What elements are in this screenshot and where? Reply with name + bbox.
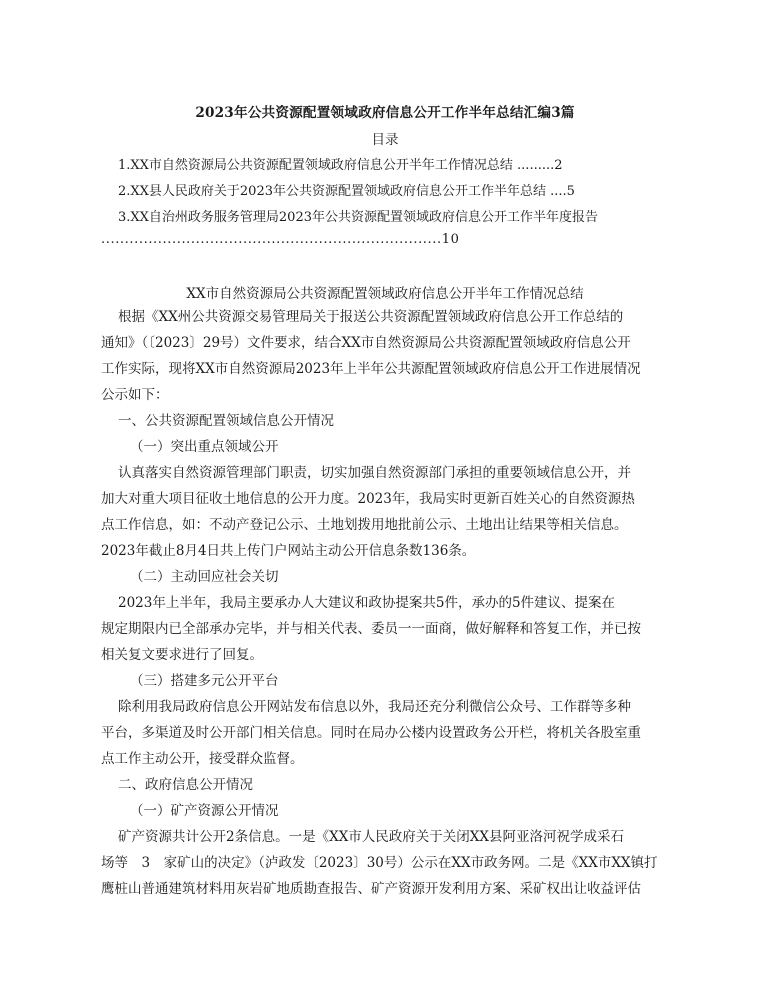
body-line: 场等 3 家矿山的决定》（泸政发〔2023〕30号）公示在XX市政务网。二是《XX市XX镇打 bbox=[101, 855, 658, 871]
toc-entry-3-page[interactable]: ........................................................................10 bbox=[101, 232, 460, 247]
toc-entry-2[interactable]: 2.XX县人民政府关于2023年公共资源配置领域政府信息公开工作半年总结 ....5 bbox=[118, 184, 575, 199]
document-body bbox=[101, 304, 666, 902]
document-title: 2023年公共资源配置领域政府信息公开工作半年总结汇编3篇 bbox=[195, 105, 575, 121]
heading-level-1: 二、政府信息公开情况 bbox=[118, 777, 253, 793]
heading-level-2: （三）搭建多元公开平台 bbox=[130, 673, 279, 689]
body-line: 平台，多渠道及时公开部门相关信息。同时在局办公楼内设置政务公开栏，将机关各股室重 bbox=[101, 725, 641, 741]
body-line: 公示如下： bbox=[101, 387, 169, 403]
body-line: 点工作主动公开，接受群众监督。 bbox=[101, 751, 304, 767]
body-line: 相关复文要求进行了回复。 bbox=[101, 647, 263, 663]
body-line: 工作实际，现将XX市自然资源局2023年上半年公共源配置领域政府信息公开工作进展情况 bbox=[101, 361, 641, 377]
toc-heading: 目录 bbox=[371, 132, 399, 148]
body-line: 鹰桩山普通建筑材料用灰岩矿地质勘查报告、矿产资源开发利用方案、采矿权出让收益评估 bbox=[101, 881, 641, 897]
body-line: 2023年截止8月4日共上传门户网站主动公开信息条数136条。 bbox=[101, 543, 476, 559]
body-line: 认真落实自然资源管理部门职责，切实加强自然资源部门承担的重要领域信息公开，并 bbox=[118, 465, 631, 481]
heading-level-2: （一）矿产资源公开情况 bbox=[130, 803, 279, 819]
body-line: 通知》（〔2023〕29号）文件要求，结合XX市自然资源局公共资源配置领域政府信息公开 bbox=[101, 335, 631, 351]
body-line: 2023年上半年，我局主要承办人大建议和政协提案共5件，承办的5件建议、提案在 bbox=[118, 595, 616, 611]
heading-level-1: 一、公共资源配置领域信息公开情况 bbox=[118, 413, 334, 429]
heading-level-2: （一）突出重点领域公开 bbox=[130, 439, 279, 455]
body-line: 规定期限内已全部承办完毕，并与相关代表、委员一一面商，做好解释和答复工作，并已按 bbox=[101, 621, 641, 637]
heading-level-2: （二）主动回应社会关切 bbox=[130, 569, 279, 585]
body-line: 根据《XX州公共资源交易管理局关于报送公共资源配置领域政府信息公开工作总结的 bbox=[118, 309, 624, 325]
body-line: 矿产资源共计公开2条信息。一是《XX市人民政府关于关闭XX县阿亚洛河祝学成采石 bbox=[118, 829, 625, 845]
body-line: 除利用我局政府信息公开网站发布信息以外，我局还充分利微信公众号、工作群等多种 bbox=[118, 699, 631, 715]
body-line: 加大对重大项目征收土地信息的公开力度。2023年，我局实时更新百姓关心的自然资源热 bbox=[101, 491, 635, 507]
section-title: XX市自然资源局公共资源配置领域政府信息公开半年工作情况总结 bbox=[186, 286, 584, 302]
toc-entry-3[interactable]: 3.XX自治州政务服务管理局2023年公共资源配置领域政府信息公开工作半年度报告 bbox=[118, 210, 598, 225]
body-line: 点工作信息，如：不动产登记公示、土地划拨用地批前公示、土地出让结果等相关信息。 bbox=[101, 517, 628, 533]
toc-entry-1[interactable]: 1.XX市自然资源局公共资源配置领域政府信息公开半年工作情况总结 .........2 bbox=[118, 158, 563, 173]
